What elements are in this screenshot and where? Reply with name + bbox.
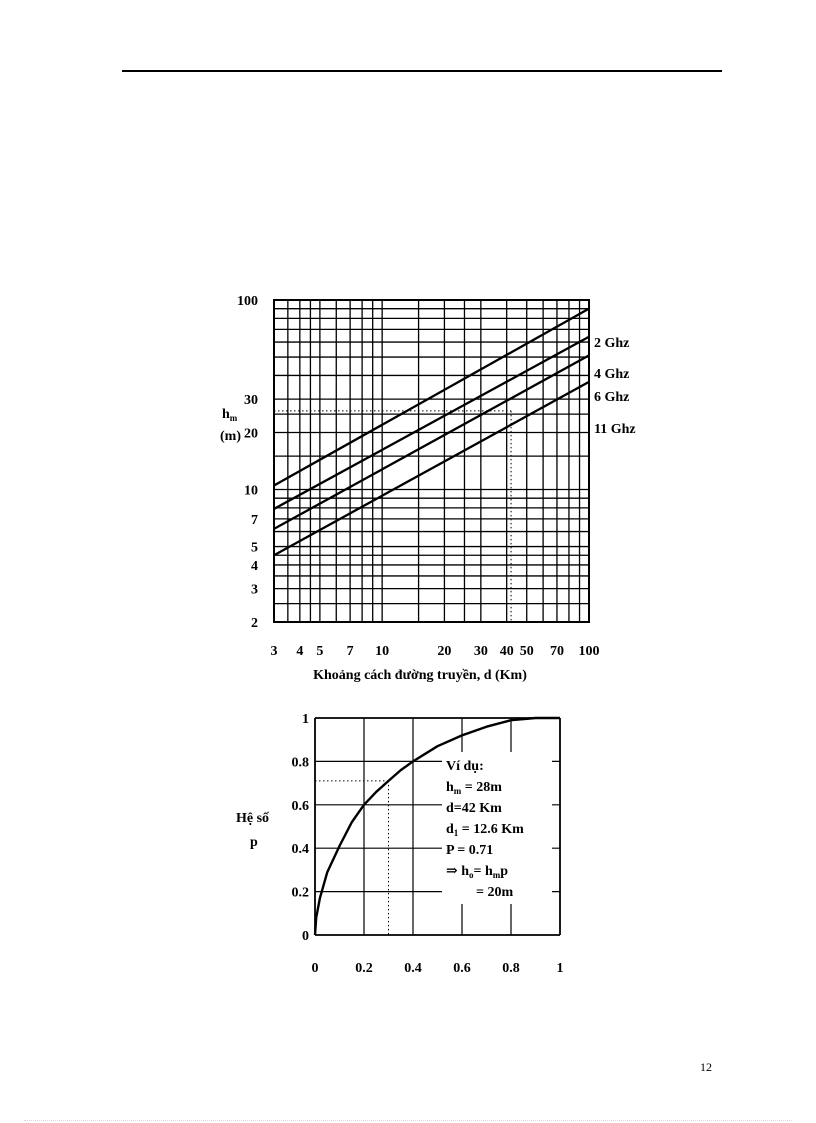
chart1-y-tick-label: 4 — [251, 558, 258, 574]
chart1-grid — [274, 300, 589, 622]
chart2-y-tick-label: 0.4 — [291, 842, 309, 858]
chart2-example-guides — [315, 781, 389, 935]
height-distance-chart — [220, 294, 636, 683]
chart1-y-tick-label: 100 — [237, 294, 258, 309]
page-number: 12 — [700, 1060, 712, 1074]
series-line-6-ghz — [274, 355, 589, 528]
series-line-11-ghz — [274, 382, 589, 555]
chart2-y-tick-label: 0.2 — [291, 885, 309, 901]
example-hm: $h_m = 28m$ — [446, 780, 502, 796]
chart2-x-tick-label: 0.2 — [355, 961, 373, 976]
series-label-6-ghz: 6 Ghz — [594, 390, 630, 405]
chart1-x-tick-label: 10 — [375, 644, 390, 659]
chart1-y-tick-label: 2 — [251, 616, 258, 631]
example-p: P = 0.71 — [446, 843, 494, 858]
example-d: d=42 Km — [446, 801, 502, 816]
series-label-4-ghz: 4 Ghz — [594, 367, 630, 382]
chart2-ylabel-p: p — [250, 835, 258, 850]
chart1-y-tick-labels — [237, 294, 258, 631]
example-d1: $d_1 = 12.6$ Km — [446, 822, 524, 838]
chart2-y-tick-label: 1 — [302, 712, 309, 727]
chart2-y-tick-label: 0 — [302, 929, 309, 944]
chart1-y-tick-label: 5 — [251, 540, 258, 556]
chart2-x-tick-label: 0 — [311, 961, 319, 976]
chart1-x-tick-label: 30 — [473, 644, 488, 659]
chart1-x-tick-label: 20 — [437, 644, 452, 659]
chart1-x-tick-label: 100 — [578, 644, 600, 659]
chart1-y-tick-label: 20 — [244, 426, 258, 442]
chart2-x-tick-label: 0.6 — [453, 961, 471, 976]
chart1-y-tick-label: 10 — [244, 483, 258, 499]
chart2-x-tick-label: 0.8 — [502, 961, 520, 976]
chart2-x-tick-label: 0.4 — [404, 961, 422, 976]
chart1-frame — [274, 300, 589, 622]
series-line-2-ghz — [274, 309, 589, 486]
chart1-series-labels — [594, 336, 636, 437]
example-title: Ví dụ: — [446, 759, 484, 774]
chart1-y-tick-label: 30 — [244, 393, 258, 409]
chart2-y-tick-label: 0.6 — [291, 798, 309, 814]
coefficient-p-chart — [236, 712, 564, 976]
chart1-y-tick-label: 3 — [251, 582, 258, 598]
chart2-ylabel: Hệ số — [236, 811, 270, 826]
chart1-ylabel: $h_m$ — [222, 407, 238, 423]
chart1-x-tick-label: 40 — [499, 644, 514, 659]
chart1-xlabel: Khoảng cách đường truyền, d (Km) — [313, 668, 527, 683]
chart2-x-tick-labels — [312, 961, 564, 976]
chart1-x-tick-label: 70 — [549, 644, 564, 659]
example-box — [442, 752, 552, 904]
chart1-ylabel-unit: (m) — [220, 429, 241, 444]
chart1-x-tick-label: 7 — [346, 644, 354, 659]
chart1-example-guides — [274, 411, 511, 622]
chart1-x-tick-label: 3 — [270, 644, 278, 659]
chart2-y-tick-label: 0.8 — [291, 755, 309, 771]
example-ho: ⇒ $h_o= h_mp$ — [446, 864, 509, 880]
chart1-x-tick-label: 50 — [519, 644, 534, 659]
bottom-dotted-rule — [24, 1120, 792, 1121]
example-result: = 20m — [476, 885, 514, 900]
series-label-11-ghz: 11 Ghz — [594, 422, 636, 437]
chart1-x-tick-labels — [271, 644, 600, 659]
series-label-2-ghz: 2 Ghz — [594, 336, 630, 351]
chart1-x-tick-label: 5 — [316, 644, 324, 659]
chart2-y-tick-labels — [292, 712, 310, 944]
series-line-4-ghz — [274, 337, 589, 509]
chart1-x-tick-label: 4 — [296, 644, 304, 659]
chart2-x-tick-label: 1 — [556, 961, 564, 976]
chart1-y-tick-label: 7 — [251, 512, 258, 528]
